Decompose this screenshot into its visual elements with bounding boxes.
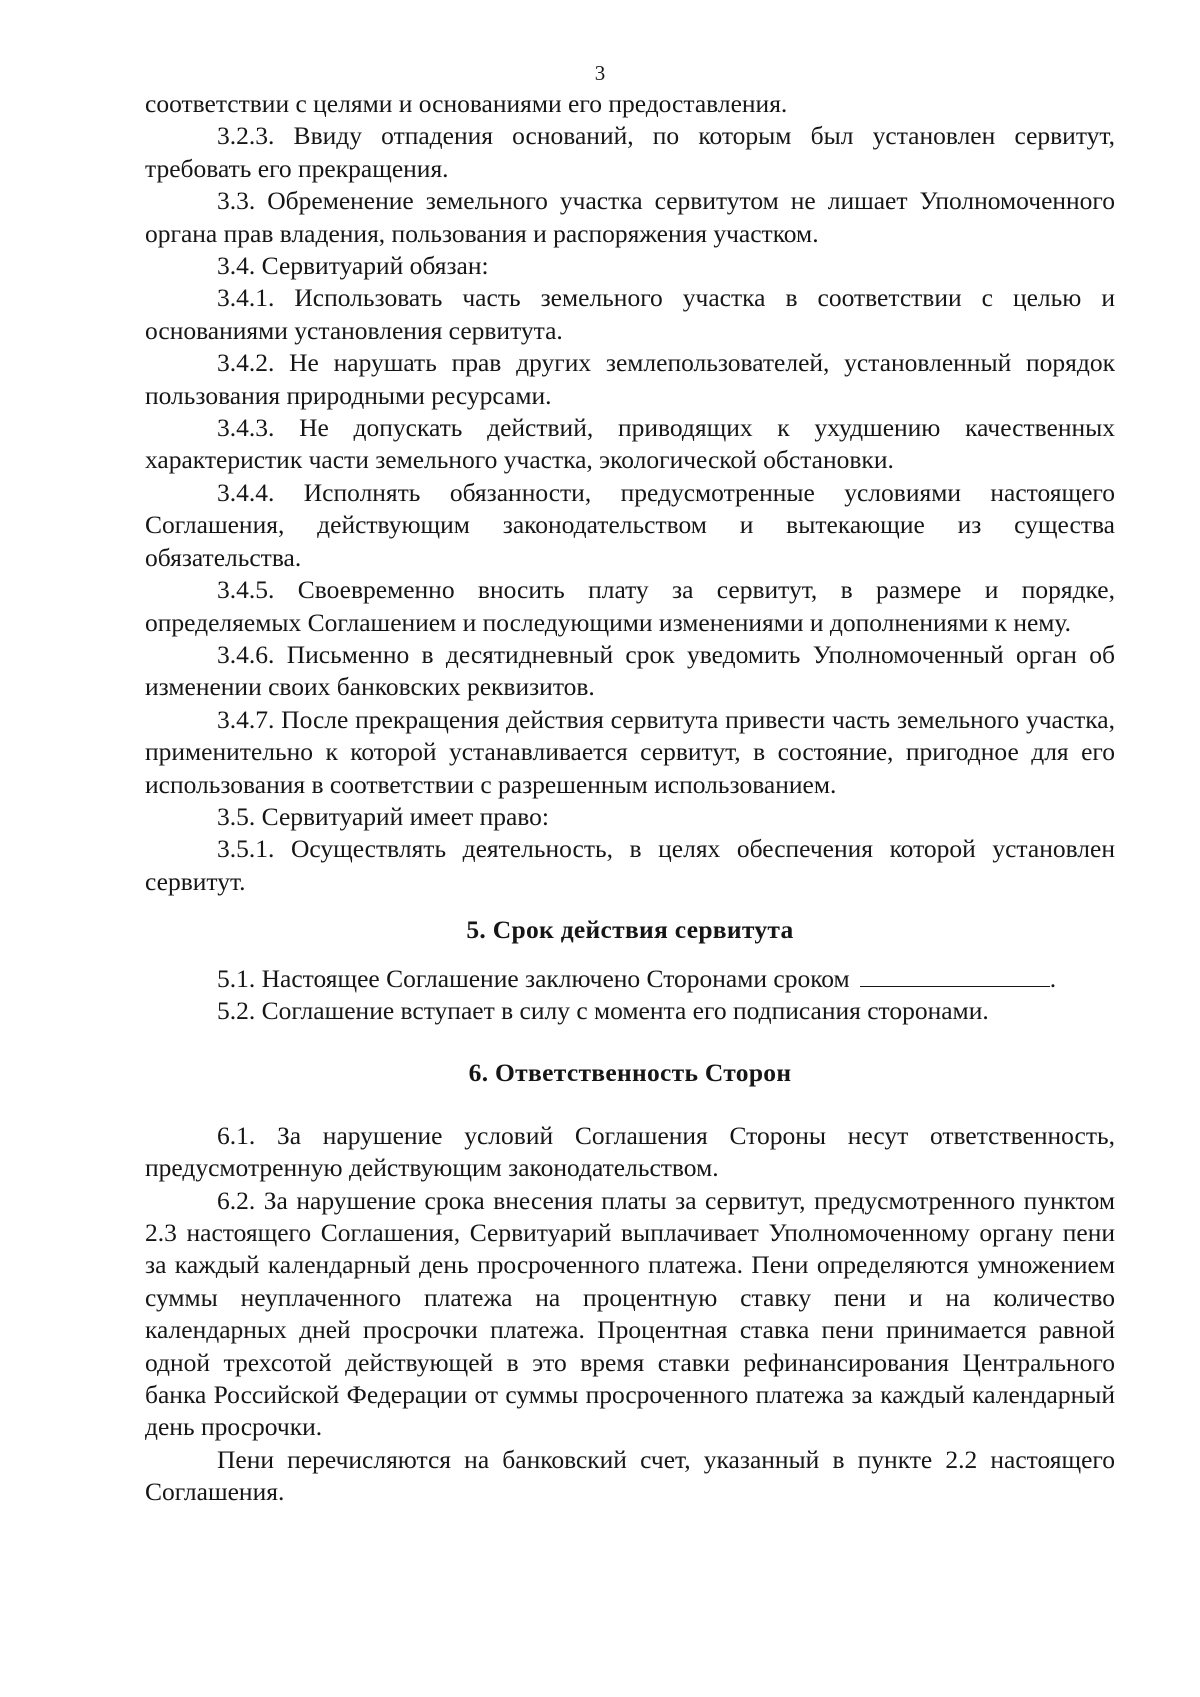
paragraph-5-2: 5.2. Соглашение вступает в силу с момента его подписания сторонами. bbox=[217, 995, 989, 1025]
paragraph-5-1-end: . bbox=[1049, 963, 1057, 993]
paragraph-3-2-3: 3.2.3. Ввиду отпадения оснований, по которым был установлен сервитут, требовать его прекращения. bbox=[145, 121, 1115, 183]
blank-fill-line bbox=[860, 985, 1050, 987]
paragraph-3-4-6: 3.4.6. Письменно в десятидневный срок уведомить Уполномоченный орган об изменении своих банковских реквизитов. bbox=[145, 639, 1115, 702]
paragraph-3-4-3: 3.4.3. Не допускать действий, приводящих к ухудшению качественных характеристик части земельного участка, экологической обстановки. bbox=[145, 413, 1115, 475]
paragraph-3-4-7: 3.4.7. После прекращения действия сервитута привести часть земельного участка, применительно к которой устанавливается сервитут, в состояние, пригодное для его использования в соответствии с разрешенным использованием. bbox=[145, 704, 1115, 799]
paragraph-3-4-1: 3.4.1. Использовать часть земельного участка в соответствии с целью и основаниями установления сервитута. bbox=[145, 283, 1115, 345]
page-number: 3 bbox=[594, 61, 606, 85]
paragraph-3-4-2: 3.4.2. Не нарушать прав других землепользователей, установленный порядок пользования природными ресурсами. bbox=[145, 348, 1115, 410]
paragraph-6-2: 6.2. За нарушение срока внесения платы за сервитут, предусмотренного пунктом 2.3 настоящего Соглашения, Сервитуарий выплачивает Уполномоченному органу пени за каждый календарный день просроченного платежа. Пени определяются умножением суммы неуплаченного платежа на процентную ставку пени и на количество календарных дней просрочки платежа. Процентная ставка пени принимается равной одной трехсотой действующей в это время ставки рефинансирования Центрального банка Российской Федерации от суммы просроченного платежа за каждый календарный день просрочки. bbox=[145, 1185, 1115, 1442]
paragraph-3-5: 3.5. Сервитуарий имеет право: bbox=[217, 801, 550, 831]
section-5-heading: 5. Срок действия сервитута bbox=[466, 915, 794, 945]
paragraph-3-4-4: 3.4.4. Исполнять обязанности, предусмотренные условиями настоящего Соглашения, действующим законодательством и вытекающие из существа обязательства. bbox=[145, 477, 1115, 572]
paragraph-3-5-1: 3.5.1. Осуществлять деятельность, в целях обеспечения которой установлен сервитут. bbox=[145, 834, 1115, 896]
paragraph-5-1 bbox=[145, 963, 1115, 995]
paragraph-3-3: 3.3. Обременение земельного участка сервитутом не лишает Уполномоченного органа прав владения, пользования и распоряжения участком. bbox=[145, 186, 1115, 248]
paragraph-3-4: 3.4. Сервитуарий обязан: bbox=[217, 251, 489, 281]
paragraph-penalty-transfer: Пени перечисляются на банковский счет, указанный в пункте 2.2 настоящего Соглашения. bbox=[145, 1444, 1115, 1507]
document-body bbox=[145, 88, 1115, 1509]
paragraph-continuation: соответствии с целями и основаниями его предоставления. bbox=[145, 89, 788, 118]
section-6-heading: 6. Ответственность Сторон bbox=[468, 1058, 792, 1088]
paragraph-5-1-text: 5.1. Настоящее Соглашение заключено Сторонами сроком bbox=[217, 963, 850, 993]
paragraph-6-1: 6.1. За нарушение условий Соглашения Стороны несут ответственность, предусмотренную действующим законодательством. bbox=[145, 1120, 1115, 1183]
paragraph-3-4-5: 3.4.5. Своевременно вносить плату за сервитут, в размере и порядке, определяемых Соглашением и последующими изменениями и дополнениями к нему. bbox=[145, 575, 1115, 637]
